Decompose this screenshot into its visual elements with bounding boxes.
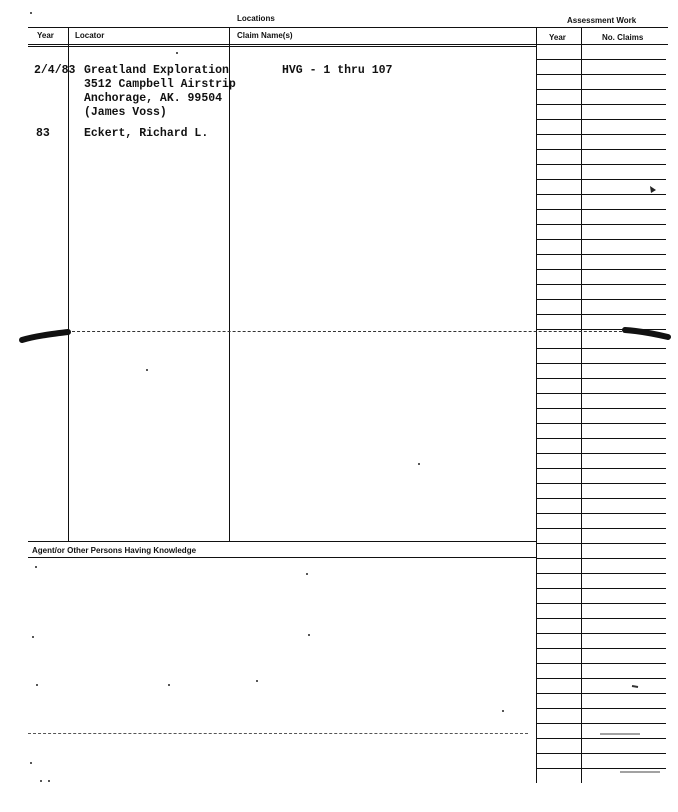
agent-section-header: Agent/or Other Persons Having Knowledge (32, 546, 197, 555)
aw-no-claims-column-header: No. Claims (602, 33, 644, 42)
claim-names-column-header: Claim Name(s) (237, 31, 293, 40)
aw-year-column-header: Year (549, 33, 566, 42)
locator-column-header: Locator (75, 31, 105, 40)
entry-1-locator-line-3: Anchorage, AK. 99504 (84, 92, 223, 105)
assessment-work-header: Assessment Work (567, 16, 637, 25)
entry-1-claim-names: HVG - 1 thru 107 (282, 64, 393, 77)
entry-2-year: 83 (36, 127, 50, 140)
entry-1-locator-line-1: Greatland Exploration (84, 64, 229, 77)
locations-header: Locations (237, 14, 275, 23)
entry-1-locator-line-4: (James Voss) (84, 106, 167, 119)
entry-2-locator-line-1: Eckert, Richard L. (84, 127, 209, 140)
year-column-header: Year (37, 31, 54, 40)
entry-1-year: 2/4/83 (34, 64, 76, 77)
entry-1-locator-line-2: 3512 Campbell Airstrip (84, 78, 236, 91)
